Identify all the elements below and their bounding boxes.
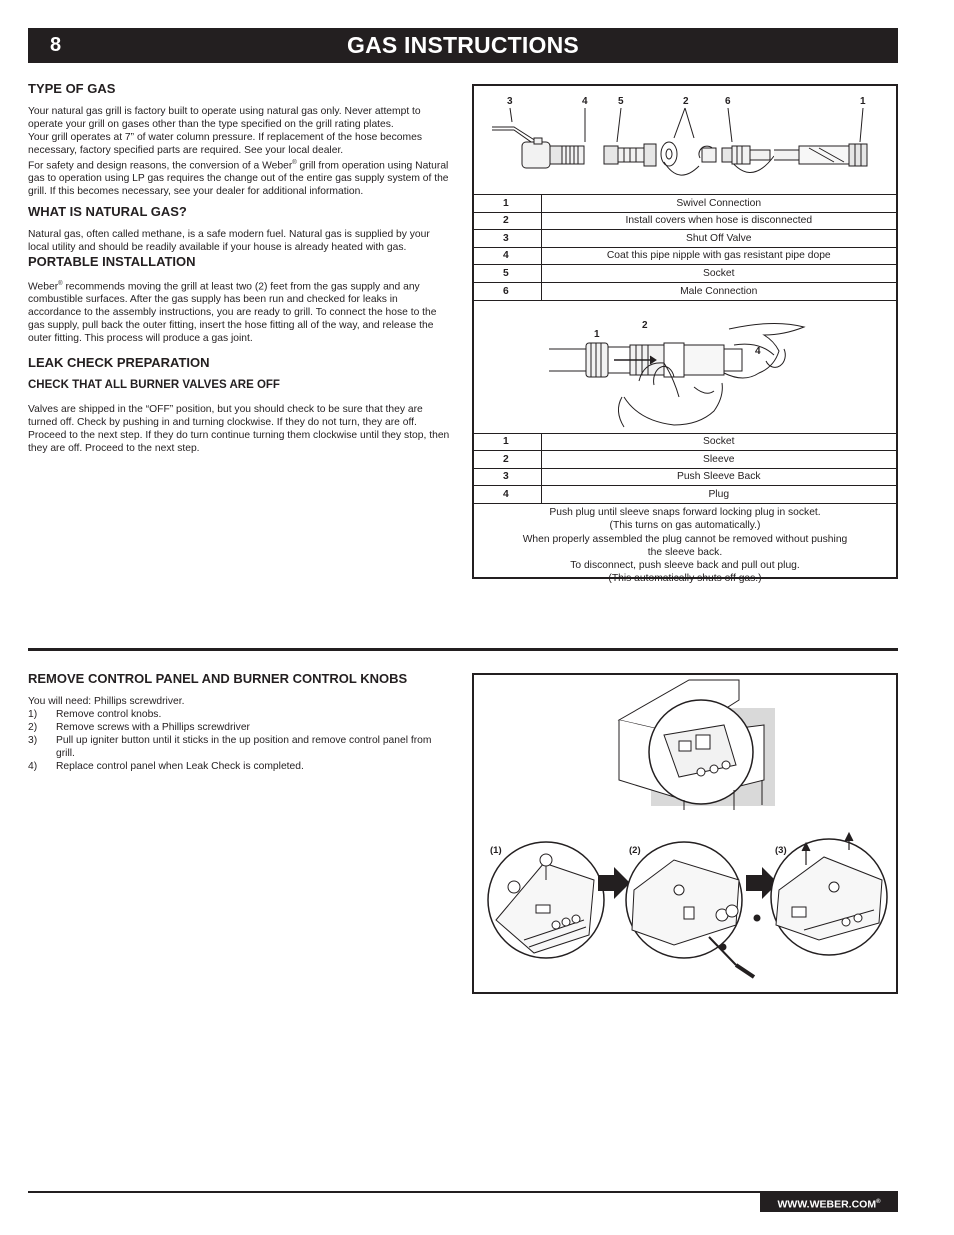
- part-description: Male Connection: [541, 282, 896, 300]
- part-description: Push Sleeve Back: [541, 468, 896, 486]
- part-number: 4: [474, 486, 541, 504]
- footer-url: [760, 1192, 898, 1212]
- leak-check-section: [28, 355, 453, 455]
- step-item: [28, 760, 453, 773]
- callout-2: 2: [683, 96, 689, 107]
- hose-fittings-illustration: [474, 86, 896, 194]
- callout-5: 5: [618, 96, 624, 107]
- part-description: Sleeve: [541, 451, 896, 469]
- natural-gas-heading: WHAT IS NATURAL GAS?: [28, 204, 187, 219]
- note-line: (This automatically shuts off gas.): [608, 573, 762, 585]
- step-text: Remove control knobs.: [56, 709, 162, 720]
- figure1-row: [474, 230, 896, 248]
- part-number: 3: [474, 230, 541, 248]
- step-text: Remove screws with a Phillips screwdriver: [56, 722, 250, 733]
- figure2-row: [474, 451, 896, 469]
- portable-installation-p: [28, 278, 453, 345]
- quick-disconnect-parts-table: [474, 433, 896, 504]
- remove-panel-heading: REMOVE CONTROL PANEL AND BURNER CONTROL KNOBS: [28, 671, 408, 686]
- note-line: Push plug until sleeve snaps forward locking plug in socket.: [549, 507, 821, 518]
- type-of-gas-p3-end: grill from operation using Natural gas to operation using LP gas requires the change out of the entire gas supply system of the grill. If this becomes necessary, see your dealer for additional information.: [28, 160, 449, 198]
- remove-panel-steps: [28, 708, 453, 773]
- callout-1: 1: [860, 96, 866, 107]
- website-url: WWW.WEBER.COM: [777, 1198, 877, 1211]
- step-item: [28, 708, 453, 721]
- callout-4: 4: [582, 96, 588, 107]
- figure2-row: [474, 486, 896, 504]
- page-title: GAS INSTRUCTIONS: [347, 32, 579, 58]
- step-number: 2): [28, 722, 38, 733]
- note-line: the sleeve back.: [647, 546, 723, 558]
- part-number: 5: [474, 265, 541, 283]
- part-description: Install covers when hose is disconnected: [541, 212, 896, 230]
- step-1-detail: [488, 842, 604, 958]
- leak-check-p: Valves are shipped in the “OFF” position, but you should check to be sure that they are turned off. Check by pushing in and turning clockwise. If they do not turn, they are off. Proceed to the next step. If they do turn continue turning them clockwise until they stop, then they are off. Proceed to the next step.: [28, 404, 450, 454]
- registered-mark: ®: [58, 281, 63, 287]
- registered-mark: ®: [292, 160, 297, 166]
- step-label-2: (2): [629, 845, 641, 856]
- part-description: Socket: [541, 433, 896, 451]
- step-label-3: (3): [775, 845, 787, 856]
- step-2-detail: [626, 842, 760, 977]
- note-line: When properly assembled the plug cannot be removed without pushing: [522, 533, 848, 545]
- note-line: (This turns on gas automatically.): [609, 520, 761, 532]
- portable-installation-section: [28, 254, 453, 345]
- type-of-gas-p3: [28, 157, 453, 198]
- callout-3: 3: [507, 96, 513, 107]
- type-of-gas-p3-start: For safety and design reasons, the conversion of a Weber: [28, 160, 293, 172]
- step-item: [28, 734, 453, 760]
- part-description: Plug: [541, 486, 896, 504]
- step-number: 1): [28, 709, 38, 720]
- callout-6: 6: [725, 96, 731, 107]
- leak-check-heading: LEAK CHECK PREPARATION: [28, 355, 210, 370]
- quick-disconnect-illustration-wrap: [474, 300, 896, 433]
- part-description: Swivel Connection: [541, 195, 896, 213]
- qd-callout-1: 1: [594, 328, 600, 340]
- step-text: Replace control panel when Leak Check is completed.: [56, 761, 304, 772]
- portable-installation-heading: PORTABLE INSTALLATION: [28, 254, 196, 269]
- qd-callout-2: 2: [642, 319, 648, 331]
- header-bar: [28, 28, 898, 63]
- figure1-row: [474, 212, 896, 230]
- figure1-row: [474, 195, 896, 213]
- page-number: 8: [50, 34, 62, 56]
- gas-fittings-figure-box: [472, 84, 898, 585]
- quick-disconnect-note: [474, 503, 896, 587]
- natural-gas-p: Natural gas, often called methane, is a safe modern fuel. Natural gas is supplied by your local utility and should be readily available if your house is already heated with gas.: [28, 229, 430, 253]
- figure2-row: [474, 433, 896, 451]
- tools-needed: You will need: Phillips screwdriver.: [28, 696, 185, 707]
- step-number: 4): [28, 761, 38, 772]
- control-panel-illustration: [474, 675, 896, 992]
- step-number: 3): [28, 735, 38, 746]
- registered-mark: ®: [876, 1199, 881, 1205]
- part-number: 1: [474, 195, 541, 213]
- type-of-gas-p1: Your natural gas grill is factory built to operate using natural gas only. Never attempt to operate your grill on gases other than the type specified on the grill rating plates.: [28, 106, 421, 130]
- step-label-1: (1): [490, 845, 502, 856]
- quick-disconnect-illustration: [474, 301, 896, 433]
- what-is-natural-gas-section: [28, 204, 453, 254]
- part-number: 2: [474, 212, 541, 230]
- part-number: 3: [474, 468, 541, 486]
- leak-check-subheading: CHECK THAT ALL BURNER VALVES ARE OFF: [28, 379, 280, 391]
- figure2-row: [474, 468, 896, 486]
- remove-control-panel-section: [28, 671, 453, 773]
- qd-callout-4: 4: [755, 345, 761, 357]
- part-description: Shut Off Valve: [541, 230, 896, 248]
- type-of-gas-section: [28, 81, 453, 198]
- step-3-detail: [771, 833, 887, 955]
- step-item: [28, 721, 453, 734]
- fittings-parts-table: [474, 194, 896, 300]
- section-divider: [28, 648, 898, 651]
- portable-p-start: Weber: [28, 281, 59, 293]
- part-description: Coat this pipe nipple with gas resistant pipe dope: [541, 247, 896, 265]
- part-description: Socket: [541, 265, 896, 283]
- part-number: 4: [474, 247, 541, 265]
- portable-p-end: recommends moving the grill at least two (2) feet from the gas supply and any combustible surfaces. After the gas supply has been run and checked for leaks in accordance to the assembly instructions, you are ready to grill. To connect the hose to the gas supply, pull back the outer fitting, insert the hose fitting all of the way, and release the outer fitting. This process will produce a gas joint.: [28, 281, 437, 345]
- figure1-row: [474, 282, 896, 300]
- part-number: 2: [474, 451, 541, 469]
- part-number: 6: [474, 282, 541, 300]
- part-number: 1: [474, 433, 541, 451]
- figure1-row: [474, 265, 896, 283]
- figure1-row: [474, 247, 896, 265]
- type-of-gas-p2: Your grill operates at 7” of water column pressure. If replacement of the hose becomes necessary, factory specified parts are required. See your local dealer.: [28, 132, 422, 156]
- step-text: Pull up igniter button until it sticks in the up position and remove control panel from grill.: [56, 735, 432, 759]
- note-line: To disconnect, push sleeve back and pull out plug.: [570, 560, 800, 572]
- control-panel-figure-box: [472, 673, 898, 994]
- type-of-gas-heading: TYPE OF GAS: [28, 81, 116, 96]
